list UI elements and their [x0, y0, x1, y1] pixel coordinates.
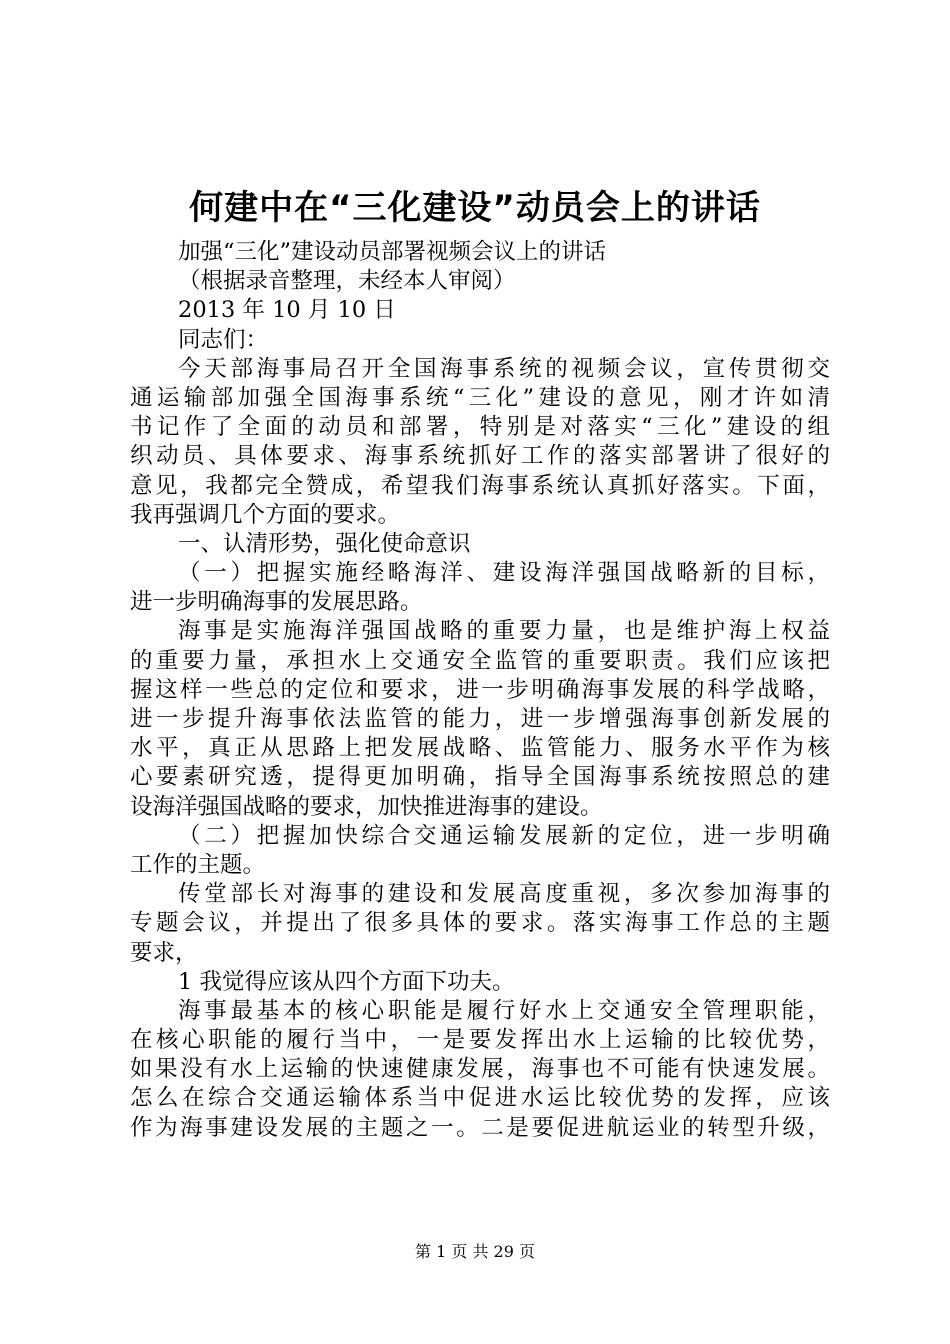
- paragraph-line: 海事最基本的核心职能是履行好水上交通安全管理职能，: [178, 997, 830, 1024]
- paragraph-line: 加强“三化”建设动员部署视频会议上的讲话: [178, 239, 607, 265]
- paragraph-line: 设海洋强国战略的要求，加快推进海事的建设。: [130, 793, 603, 820]
- paragraph-line: 一、认清形势，强化使命意识: [178, 530, 471, 557]
- paragraph-line: （根据录音整理，未经本人审阅）: [178, 268, 516, 295]
- paragraph-line: 今天部海事局召开全国海事系统的视频会议，宣传贯彻交: [178, 355, 830, 382]
- paragraph-line: 书记作了全面的动员和部署，特别是对落实“三化”建设的组: [130, 414, 830, 441]
- paragraph-line: 通运输部加强全国海事系统“三化”建设的意见，刚才许如清: [130, 384, 830, 411]
- document-title: 何建中在“三化建设”动员会上的讲话: [189, 188, 761, 228]
- paragraph-line: 专题会议，并提出了很多具体的要求。落实海事工作总的主题: [130, 910, 830, 937]
- paragraph-line: 水平，真正从思路上把发展战略、监管能力、服务水平作为核: [130, 735, 830, 762]
- paragraph-line: 2013 年 10 月 10 日: [178, 297, 396, 324]
- paragraph-line: 意见，我都完全赞成，希望我们海事系统认真抓好落实。下面，: [130, 472, 830, 499]
- page-footer: 第 1 页 共 29 页: [415, 1242, 535, 1261]
- paragraph-line: 织动员、具体要求、海事系统抓好工作的落实部署讲了很好的: [130, 443, 830, 470]
- paragraph-line: （二）把握加快综合交通运输发展新的定位，进一步明确: [178, 822, 830, 849]
- paragraph-line: 我再强调几个方面的要求。: [130, 501, 401, 528]
- paragraph-line: 作为海事建设发展的主题之一。二是要促进航运业的转型升级，: [130, 1114, 830, 1141]
- paragraph-line: 1 我觉得应该从四个方面下功夫。: [178, 968, 515, 995]
- paragraph-line: 工作的主题。: [130, 851, 266, 878]
- paragraph-line: 在核心职能的履行当中，一是要发挥出水上运输的比较优势，: [130, 1027, 830, 1054]
- paragraph-line: 的重要力量，承担水上交通安全监管的重要职责。我们应该把: [130, 647, 830, 674]
- paragraph-line: 如果没有水上运输的快速健康发展，海事也不可能有快速发展。: [130, 1056, 830, 1083]
- paragraph-line: 进一步提升海事依法监管的能力，进一步增强海事创新发展的: [130, 706, 830, 732]
- document-body: [130, 238, 830, 1143]
- paragraph-line: 要求，: [130, 939, 198, 966]
- paragraph-line: （一）把握实施经略海洋、建设海洋强国战略新的目标，: [178, 560, 830, 587]
- paragraph-line: 海事是实施海洋强国战略的重要力量，也是维护海上权益: [178, 618, 830, 645]
- paragraph-line: 同志们：: [178, 326, 269, 353]
- paragraph-line: 进一步明确海事的发展思路。: [130, 589, 423, 616]
- paragraph-line: 握这样一些总的定位和要求，进一步明确海事发展的科学战略，: [130, 676, 830, 703]
- paragraph-line: 怎么在综合交通运输体系当中促进水运比较优势的发挥，应该: [130, 1085, 830, 1112]
- paragraph-line: 心要素研究透，提得更加明确，指导全国海事系统按照总的建: [130, 764, 830, 791]
- paragraph-line: 传堂部长对海事的建设和发展高度重视，多次参加海事的: [178, 881, 830, 908]
